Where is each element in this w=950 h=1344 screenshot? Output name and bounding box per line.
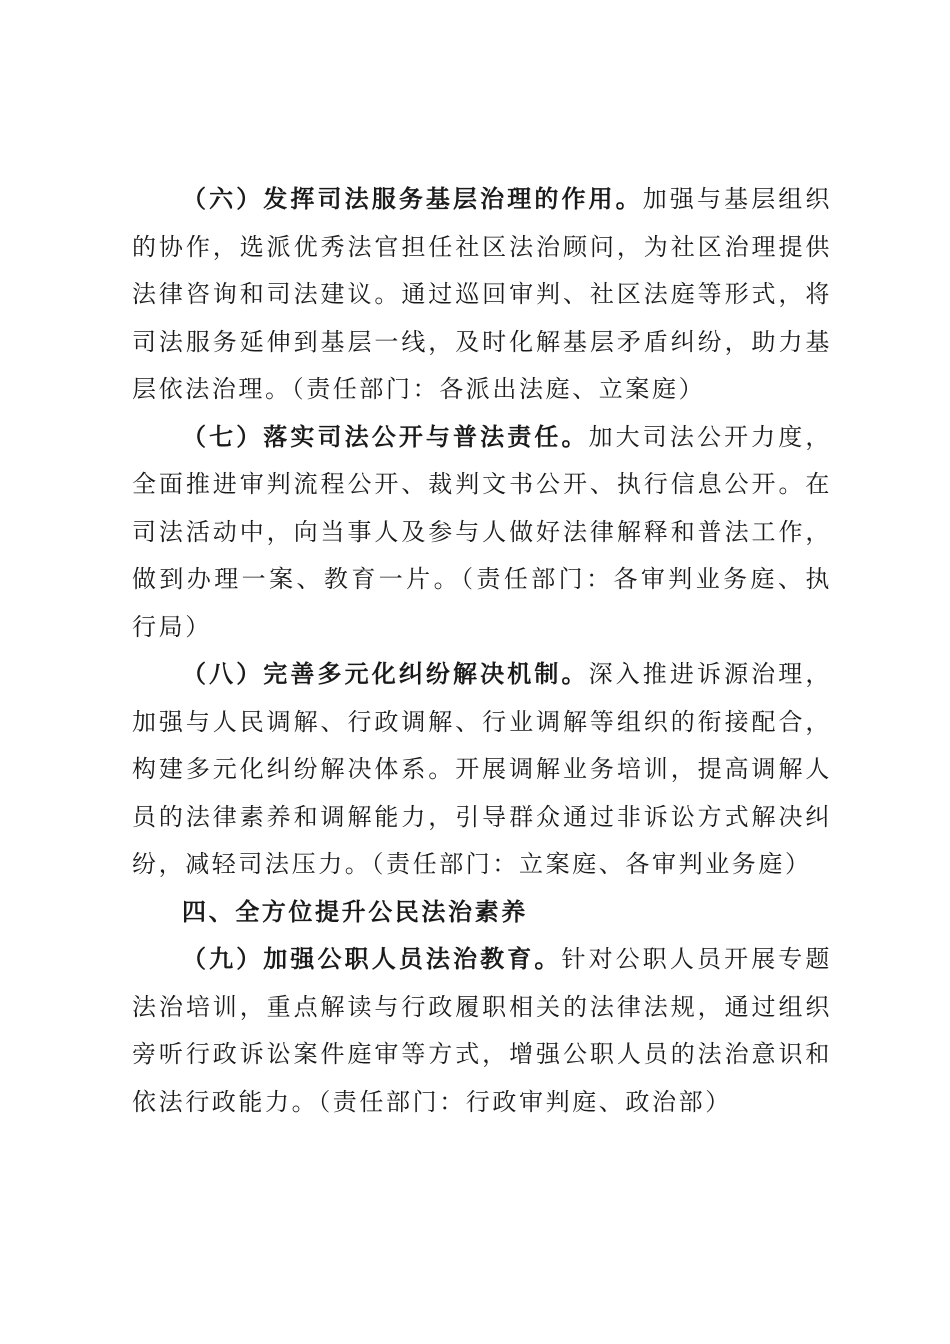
section-heading: 四、全方位提升公民法治素养 — [182, 897, 528, 926]
paragraph-8-body: 深入推进诉源治理，加强与人民调解、行政调解、行业调解等组织的衔接配合，构建多元化纠纷解决体系。开展调解业务培训，提高调解人员的法律素养和调解能力，引导群众通过非诉讼方式解决纠纷，减轻司法压力。（责任部门：立案庭、各审判业务庭） — [132, 660, 832, 878]
paragraph-6-body: 加强与基层组织的协作，选派优秀法官担任社区法治顾问，为社区治理提供法律咨询和司法建议。通过巡回审判、社区法庭等形式，将司法服务延伸到基层一线，及时化解基层矛盾纠纷，助力基层依法治理。（责任部门：各派出法庭、立案庭） — [132, 185, 833, 403]
paragraph-6-heading: （六）发挥司法服务基层治理的作用。 — [182, 185, 643, 213]
paragraph-7-heading: （七）落实司法公开与普法责任。 — [182, 422, 589, 451]
document-page — [132, 176, 832, 1126]
paragraph-7-body: 加大司法公开力度，全面推进审判流程公开、裁判文书公开、执行信息公开。在司法活动中，向当事人及参与人做好法律解释和普法工作，做到办理一案、教育一片。（责任部门：各审判业务庭、执行局） — [132, 422, 832, 641]
paragraph-8-heading: （八）完善多元化纠纷解决机制。 — [182, 660, 589, 688]
paragraph-7 — [132, 414, 832, 652]
paragraph-9 — [132, 936, 832, 1126]
paragraph-9-heading: （九）加强公职人员法治教育。 — [182, 945, 562, 973]
paragraph-9-body: 针对公职人员开展专题法治培训，重点解读与行政履职相关的法律法规，通过组织旁听行政诉讼案件庭审等方式，增强公职人员的法治意识和依法行政能力。（责任部门：行政审判庭、政治部） — [132, 945, 833, 1116]
paragraph-8 — [132, 651, 832, 889]
paragraph-6 — [132, 176, 832, 414]
